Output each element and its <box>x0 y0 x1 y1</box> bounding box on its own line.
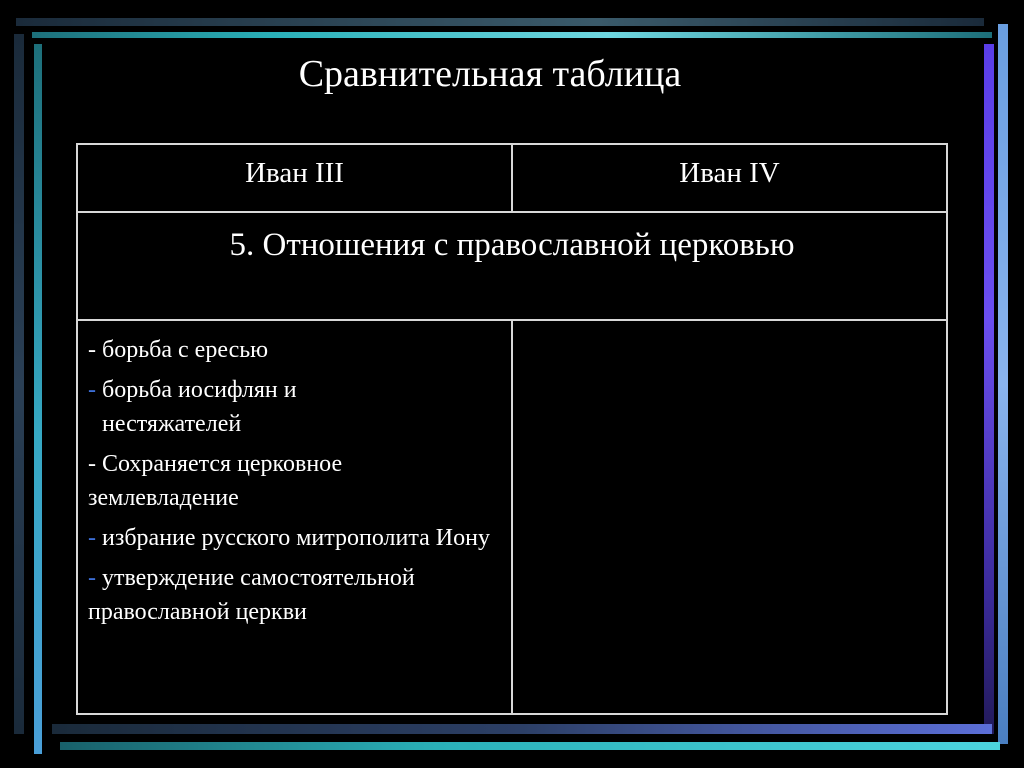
list-item-text: утверждение самостоятельной православной церкви <box>88 565 415 625</box>
list-item-text: землевладение <box>88 485 239 511</box>
ivan-iii-cell <box>77 320 512 714</box>
list-item <box>88 561 501 629</box>
list-item-text: - Сохраняется церковное <box>88 451 343 477</box>
comparison-table <box>76 143 948 715</box>
header-ivan-iii: Иван III <box>77 144 512 212</box>
table-header-row <box>77 144 947 212</box>
bullet-dash: - <box>88 525 96 551</box>
list-item-text: избрание русского митрополита Иону <box>96 525 490 551</box>
list-item <box>88 447 501 515</box>
table-row <box>77 320 947 714</box>
list-item: - борьба с ересью <box>88 337 269 363</box>
decor-bar-left-dark <box>14 34 24 734</box>
decor-bar-top-teal <box>32 32 992 38</box>
decor-bar-right-violet <box>984 44 994 734</box>
decor-bar-right-blue <box>998 24 1008 744</box>
decor-bar-bottom-dark <box>52 724 992 734</box>
header-ivan-iv: Иван IV <box>512 144 947 212</box>
list-item <box>88 521 501 555</box>
decor-bar-top-dark <box>16 18 984 26</box>
decor-bar-left-teal <box>34 44 42 754</box>
section-heading: 5. Отношения с православной церковью <box>77 212 947 320</box>
ivan-iv-cell <box>512 320 947 714</box>
decor-bar-bottom-teal <box>60 742 1000 750</box>
list-item <box>88 373 501 407</box>
bullet-dash: - <box>88 377 96 403</box>
list-item-text: борьба иосифлян и <box>96 377 297 403</box>
table-section-row <box>77 212 947 320</box>
bullet-dash: - <box>88 565 96 591</box>
slide-title: Сравнительная таблица <box>298 53 682 95</box>
list-item-continuation: нестяжателей <box>102 411 242 437</box>
